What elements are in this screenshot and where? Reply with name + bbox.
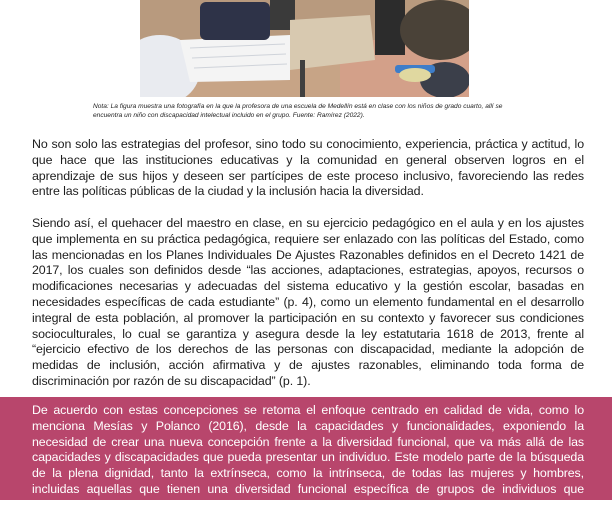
- body-paragraph-2: Siendo así, el quehacer del maestro en clase, en su ejercicio pedagógico en el aula y en los ajustes que implementa en su práctica pedagógica, requiere ser enlazado con las políticas del Estado, como las mencionadas en los Planes Individuales De Ajustes Razonables definidos en el Decreto 1421 de 2017, los cuales son definidos desde “las acciones, adaptaciones, estrategias, apoyos, recursos o modificaciones necesarias y adecuadas del sistema educativo y la gestión escolar, basadas en necesidades específicas de cada estudiante” (p. 4), como un elemento fundamental en el desarrollo integral de esta población, al promover la participación en su contexto y favorecer sus condiciones socioculturales, lo cual se garantiza y asegura desde la ley estatutaria 1618 de 2013, frente al “ejercicio efectivo de los derechos de las personas con discapacidad, mediante la adopción de medidas de inclusión, acción afirmativa y de ajustes razonables, eliminando toda forma de discriminación por razón de su discapacidad” (p. 1).: [32, 216, 584, 388]
- body-paragraph-1: No son solo las estrategias del profesor, sino todo su conocimiento, experiencia, práctica y actitud, lo que hace que las instituciones educativas y la comunidad en general observen logros en el aprendizaje de sus hijos y deseen ser partícipes de este proceso inclusivo, favoreciendo las redes entre las políticas públicas de la ciudad y la inclusión hacia la diversidad.: [32, 137, 584, 199]
- body-paragraph-3: De acuerdo con estas concepciones se retoma el enfoque centrado en calidad de vida, como lo menciona Mesías y Polanco (2016), desde la capacidades y funcionalidades, exponiendo la necesidad de crear una nueva concepción frente a la diversidad funcional, que va más allá de las capacidades y discapacidades que pueda presentar un individuo. Este modelo parte de la búsqueda de la plena dignidad, tanto la extrínseca, como la intrínseca, de todas las mujeres y hombres, incluidas aquellas que tienen una diversidad funcional específica de grupos de individuos que podemos agrupar y: [32, 403, 584, 512]
- figure-caption: Nota: La figura muestra una fotografía en la que la profesora de una escuela de Medellín está en clase con los niños de grado cuarto, allí se encuentra un niño con discapacidad intelectual incluido en el grupo. Fuente: Ramírez (2022).: [93, 103, 503, 119]
- classroom-photo: [140, 0, 469, 97]
